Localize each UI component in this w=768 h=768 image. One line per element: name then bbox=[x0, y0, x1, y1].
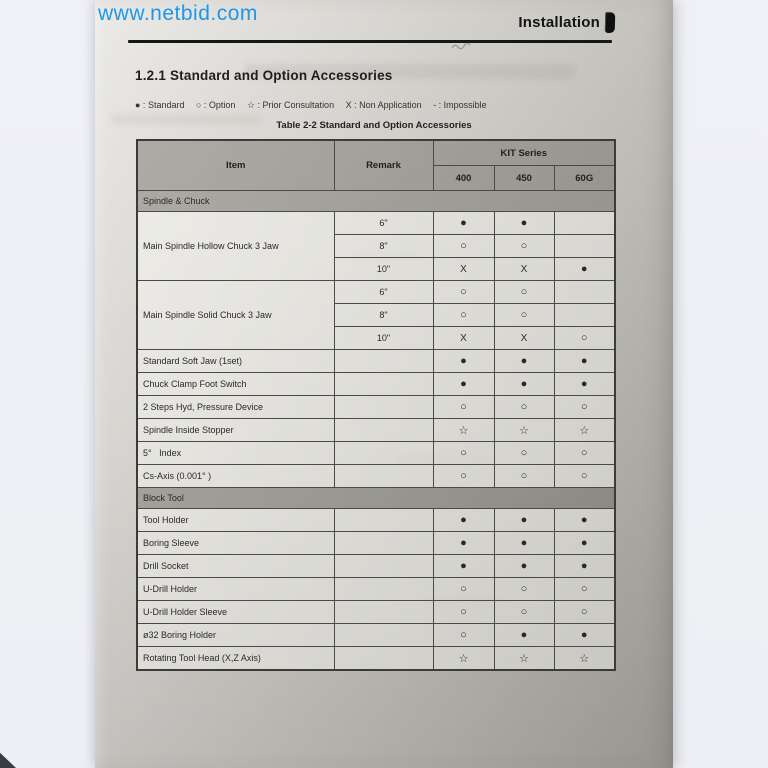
table-row bbox=[137, 281, 615, 304]
table-row bbox=[137, 350, 615, 373]
availability-cell: X bbox=[494, 258, 554, 281]
availability-cell: ○ bbox=[433, 442, 494, 465]
item-cell: Standard Soft Jaw (1set) bbox=[137, 350, 334, 373]
availability-cell: ○ bbox=[494, 465, 554, 488]
availability-cell: ● bbox=[433, 532, 494, 555]
availability-cell: ● bbox=[494, 532, 554, 555]
table-row bbox=[137, 509, 615, 532]
remark-cell: 10" bbox=[334, 327, 433, 350]
availability-cell: ○ bbox=[554, 578, 615, 601]
watermark-text: www.netbid.com bbox=[98, 2, 258, 25]
availability-cell: ☆ bbox=[433, 419, 494, 442]
legend-item-impossible: - : Impossible bbox=[433, 100, 487, 110]
table-row bbox=[137, 212, 615, 235]
availability-cell: ○ bbox=[554, 465, 615, 488]
table-row bbox=[137, 419, 615, 442]
item-cell: Main Spindle Hollow Chuck 3 Jaw bbox=[137, 212, 334, 281]
availability-cell: ○ bbox=[554, 396, 615, 419]
legend-item-prior-consultation: ☆ : Prior Consultation bbox=[246, 100, 335, 110]
remark-cell: 8" bbox=[334, 235, 433, 258]
document-page bbox=[95, 0, 673, 768]
remark-cell bbox=[334, 601, 433, 624]
column-header-450: 450 bbox=[494, 166, 554, 191]
availability-cell: ○ bbox=[433, 578, 494, 601]
availability-cell: ○ bbox=[433, 601, 494, 624]
availability-cell: ● bbox=[494, 350, 554, 373]
availability-cell: ● bbox=[554, 555, 615, 578]
table-body bbox=[137, 191, 615, 671]
symbol-legend bbox=[135, 100, 496, 111]
availability-cell: ☆ bbox=[494, 647, 554, 671]
legend-item-non-application: X : Non Application bbox=[345, 100, 422, 110]
availability-cell: ○ bbox=[494, 578, 554, 601]
availability-cell: X bbox=[433, 327, 494, 350]
item-cell: Tool Holder bbox=[137, 509, 334, 532]
availability-cell: ○ bbox=[494, 235, 554, 258]
availability-cell: ○ bbox=[433, 624, 494, 647]
remark-cell bbox=[334, 442, 433, 465]
availability-cell: ☆ bbox=[554, 647, 615, 671]
remark-cell: 8" bbox=[334, 304, 433, 327]
remark-cell bbox=[334, 624, 433, 647]
item-cell: Main Spindle Solid Chuck 3 Jaw bbox=[137, 281, 334, 350]
table-row bbox=[137, 465, 615, 488]
item-cell: Spindle Inside Stopper bbox=[137, 419, 334, 442]
availability-cell: ● bbox=[433, 555, 494, 578]
remark-cell bbox=[334, 350, 433, 373]
remark-cell bbox=[334, 555, 433, 578]
table-section-row bbox=[137, 191, 615, 212]
remark-cell bbox=[334, 419, 433, 442]
availability-cell: ○ bbox=[433, 235, 494, 258]
availability-cell: ● bbox=[494, 212, 554, 235]
table-row bbox=[137, 601, 615, 624]
availability-cell: ● bbox=[494, 509, 554, 532]
remark-cell bbox=[334, 647, 433, 671]
availability-cell: ☆ bbox=[433, 647, 494, 671]
table-caption: Table 2-2 Standard and Option Accessories bbox=[276, 120, 472, 131]
availability-cell: X bbox=[494, 327, 554, 350]
table-row bbox=[137, 555, 615, 578]
availability-cell: ● bbox=[554, 373, 615, 396]
availability-cell: ● bbox=[433, 373, 494, 396]
availability-cell: ● bbox=[554, 509, 615, 532]
availability-cell: ● bbox=[494, 555, 554, 578]
item-cell: Cs-Axis (0.001° ) bbox=[137, 465, 334, 488]
availability-cell bbox=[554, 235, 615, 258]
table-row bbox=[137, 647, 615, 671]
availability-cell: ○ bbox=[494, 304, 554, 327]
availability-cell: ○ bbox=[494, 281, 554, 304]
table-row bbox=[137, 442, 615, 465]
availability-cell: ● bbox=[433, 509, 494, 532]
availability-cell: ● bbox=[433, 212, 494, 235]
availability-cell: ● bbox=[494, 373, 554, 396]
photo-corner-shadow bbox=[0, 750, 16, 768]
column-header-400: 400 bbox=[433, 166, 494, 191]
availability-cell: ○ bbox=[554, 442, 615, 465]
availability-cell: ○ bbox=[494, 442, 554, 465]
table-row bbox=[137, 396, 615, 419]
remark-cell bbox=[334, 465, 433, 488]
remark-cell bbox=[334, 532, 433, 555]
item-cell: 5° Index bbox=[137, 442, 334, 465]
column-header-60g: 60G bbox=[554, 166, 615, 191]
remark-cell bbox=[334, 373, 433, 396]
item-cell: Chuck Clamp Foot Switch bbox=[137, 373, 334, 396]
section-heading: 1.2.1 Standard and Option Accessories bbox=[135, 68, 393, 83]
availability-cell: ○ bbox=[433, 304, 494, 327]
availability-cell: ○ bbox=[494, 601, 554, 624]
pen-squiggle-mark bbox=[451, 42, 471, 51]
item-cell: Drill Socket bbox=[137, 555, 334, 578]
item-cell: U-Drill Holder Sleeve bbox=[137, 601, 334, 624]
availability-cell bbox=[554, 304, 615, 327]
availability-cell: ● bbox=[554, 350, 615, 373]
item-cell: 2 Steps Hyd, Pressure Device bbox=[137, 396, 334, 419]
section-title: Spindle & Chuck bbox=[137, 191, 615, 212]
availability-cell: ● bbox=[554, 532, 615, 555]
availability-cell: ☆ bbox=[554, 419, 615, 442]
accessories-table bbox=[136, 139, 616, 671]
page-header bbox=[518, 12, 615, 33]
table-row bbox=[137, 373, 615, 396]
table-row bbox=[137, 624, 615, 647]
chapter-title: Installation bbox=[518, 14, 600, 31]
remark-cell bbox=[334, 509, 433, 532]
availability-cell: X bbox=[433, 258, 494, 281]
availability-cell: ● bbox=[494, 624, 554, 647]
remark-cell: 6" bbox=[334, 281, 433, 304]
table-row bbox=[137, 578, 615, 601]
remark-cell: 10" bbox=[334, 258, 433, 281]
column-group-kit-series: KIT Series bbox=[433, 140, 615, 166]
availability-cell: ○ bbox=[494, 396, 554, 419]
availability-cell: ○ bbox=[433, 465, 494, 488]
availability-cell: ○ bbox=[554, 327, 615, 350]
item-cell: ø32 Boring Holder bbox=[137, 624, 334, 647]
availability-cell: ● bbox=[554, 624, 615, 647]
legend-item-option: ○ : Option bbox=[195, 100, 236, 110]
availability-cell: ● bbox=[433, 350, 494, 373]
item-cell: Rotating Tool Head (X,Z Axis) bbox=[137, 647, 334, 671]
legend-item-standard: ● : Standard bbox=[135, 100, 185, 110]
section-title: Block Tool bbox=[137, 488, 615, 509]
availability-cell: ☆ bbox=[494, 419, 554, 442]
availability-cell: ○ bbox=[433, 281, 494, 304]
remark-cell bbox=[334, 396, 433, 419]
table-header bbox=[137, 140, 615, 191]
availability-cell bbox=[554, 281, 615, 304]
remark-cell: 6" bbox=[334, 212, 433, 235]
chapter-tab-icon bbox=[605, 12, 616, 33]
availability-cell: ○ bbox=[433, 396, 494, 419]
remark-cell bbox=[334, 578, 433, 601]
item-cell: Boring Sleeve bbox=[137, 532, 334, 555]
availability-cell: ● bbox=[554, 258, 615, 281]
item-cell: U-Drill Holder bbox=[137, 578, 334, 601]
availability-cell bbox=[554, 212, 615, 235]
table-section-row bbox=[137, 488, 615, 509]
column-header-item: Item bbox=[137, 140, 334, 191]
header-rule bbox=[128, 40, 612, 43]
availability-cell: ○ bbox=[554, 601, 615, 624]
column-header-remark: Remark bbox=[334, 140, 433, 191]
table-row bbox=[137, 532, 615, 555]
